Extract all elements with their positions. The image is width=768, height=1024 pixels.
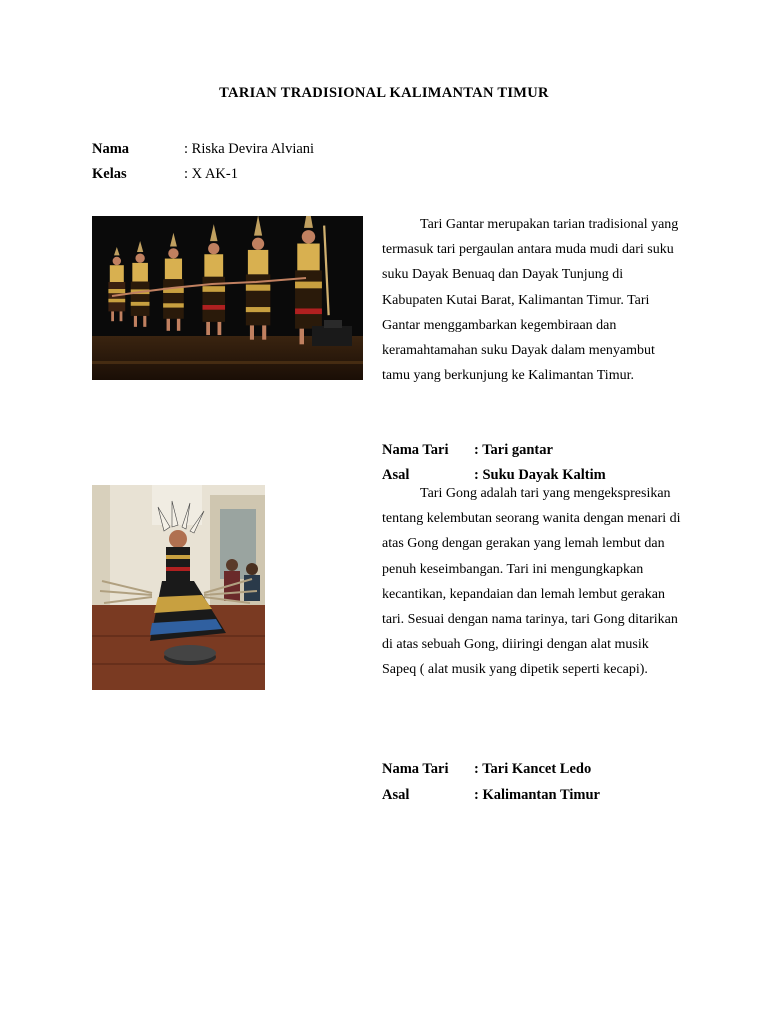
class-value: : X AK-1 <box>184 166 238 182</box>
dance2-origin-value: : Kalimantan Timur <box>474 787 600 803</box>
dance2-name-label: Nama Tari <box>382 761 449 777</box>
student-class-row <box>92 166 238 183</box>
dance1-name-row <box>382 442 553 459</box>
dance1-name-value: : Tari gantar <box>474 442 553 458</box>
dance2-origin-row <box>382 787 600 804</box>
document-title: TARIAN TRADISIONAL KALIMANTAN TIMUR <box>219 85 549 101</box>
tari-gong-description <box>382 481 682 683</box>
student-name-row <box>92 141 314 158</box>
dance2-name-row <box>382 761 591 778</box>
tari-gong-description-text: Tari Gong adalah tari yang mengekspresikan tentang kelembutan seorang wanita dengan menari di atas Gong dengan gerakan yang lemah lembut dan penuh keseimbangan. Tari ini mengungkapkan kecantikan, kepandaian dan lemah lembut gerakan tari. Sesuai dengan nama tarinya, tari Gong ditarikan di atas sebuah Gong, diiringi dengan alat musik Sapeq ( alat musik yang dipetik seperti kecapi). <box>382 486 681 678</box>
dance2-origin-label: Asal <box>382 787 410 803</box>
tari-gantar-photo <box>92 216 363 380</box>
tari-gantar-description-text: Tari Gantar merupakan tarian tradisional yang termasuk tari pergaulan antara muda mudi dari suku suku Dayak Benuaq dan Dayak Tunjung di Kabupaten Kutai Barat, Kalimantan Timur. Tari Gantar menggambarkan kegembiraan dan keramahtamahan suku Dayak dalam menyambut tamu yang berkunjung ke Kalimantan Timur. <box>382 217 679 384</box>
dance1-origin-value: : Suku Dayak Kaltim <box>474 467 606 483</box>
tari-gong-photo <box>92 485 265 690</box>
class-label: Kelas <box>92 166 127 182</box>
tari-gantar-description <box>382 212 682 388</box>
dance1-origin-label: Asal <box>382 467 410 483</box>
dance2-name-value: : Tari Kancet Ledo <box>474 761 592 777</box>
name-value: : Riska Devira Alviani <box>184 141 315 157</box>
name-label: Nama <box>92 141 130 157</box>
dance1-name-label: Nama Tari <box>382 442 449 458</box>
